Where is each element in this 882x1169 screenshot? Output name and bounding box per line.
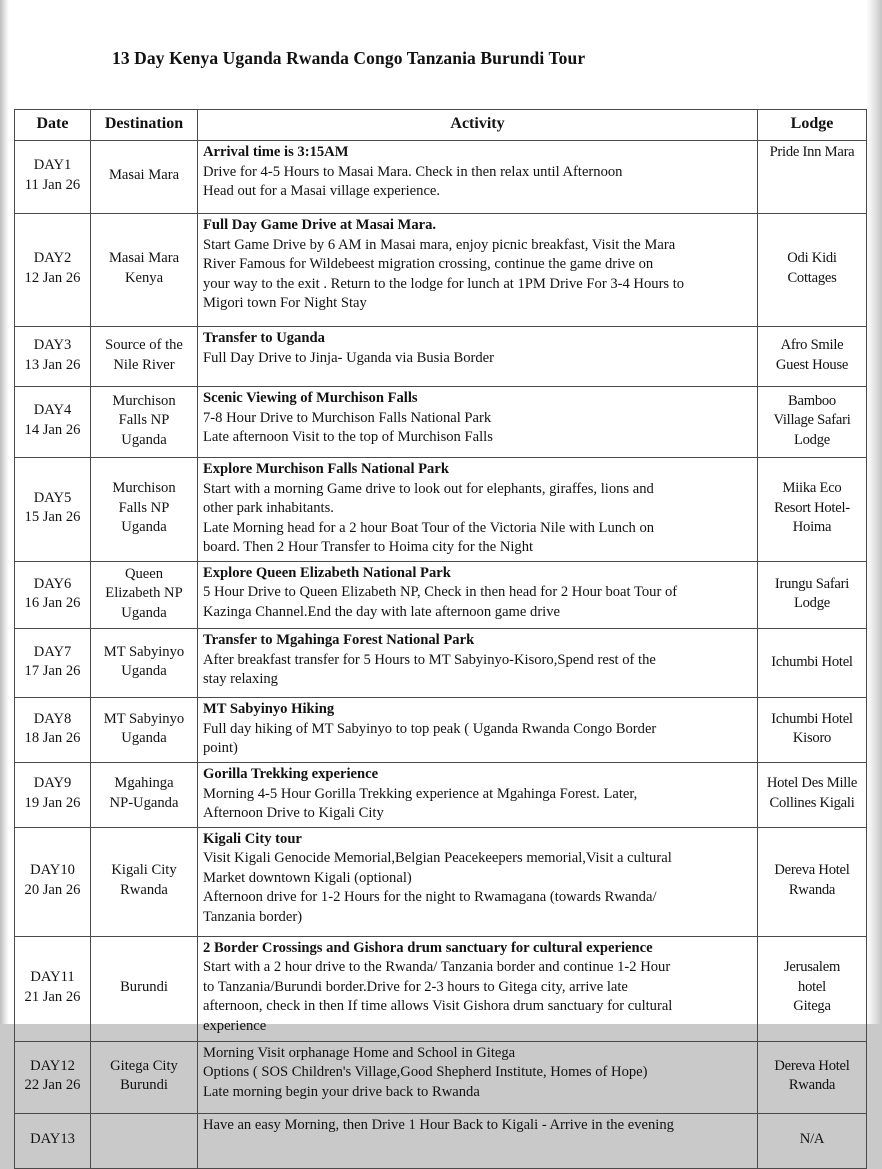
cell-date <box>15 1041 91 1113</box>
page-right-edge-shadow <box>866 0 882 1024</box>
destination-line: Uganda <box>121 604 167 621</box>
activity-heading: Transfer to Mgahinga Forest National Park <box>203 632 475 649</box>
activity-heading: Explore Murchison Falls National Park <box>203 461 449 477</box>
lodge-line: Village Safari <box>773 412 851 429</box>
activity-line: 5 Hour Drive to Queen Elizabeth NP, Check in then head for 2 Hour boat Tour of <box>203 584 678 601</box>
lodge-line: Odi Kidi <box>787 250 837 267</box>
cell-activity <box>198 936 758 1041</box>
destination-line: Falls NP <box>118 499 170 516</box>
activity-line: afternoon, check in then If time allows Visit Gishora drum sanctuary for cultural <box>203 998 673 1015</box>
activity-heading: Transfer to Uganda <box>203 330 325 346</box>
lodge-line: Dereva Hotel <box>774 1057 850 1074</box>
cell-date <box>15 827 91 936</box>
cell-destination <box>91 327 198 387</box>
activity-line: Start Game Drive by 6 AM in Masai mara, enjoy picnic breakfast, Visit the Mara <box>203 236 676 253</box>
lodge-line: Gitega <box>793 998 831 1015</box>
activity-line: board. Then 2 Hour Transfer to Hoima city for the Night <box>203 539 534 556</box>
activity-line: 7-8 Hour Drive to Murchison Falls National Park <box>203 409 492 426</box>
activity-line: other park inhabitants. <box>203 500 334 517</box>
lodge-line: Resort Hotel- <box>774 499 850 516</box>
cell-activity <box>198 458 758 562</box>
activity-line: River Famous for Wildebeest migration crossing, continue the game drive on <box>203 256 654 273</box>
activity-line: Late afternoon Visit to the top of Murchison Falls <box>203 429 493 446</box>
destination-line: Masai Mara <box>108 250 180 267</box>
activity-heading: Arrival time is 3:15AM <box>203 144 349 160</box>
destination-line: Queen <box>124 565 164 582</box>
lodge-line: Kisoro <box>792 730 832 747</box>
day-number: DAY2 <box>33 250 72 267</box>
destination-line: Gitega City <box>110 1057 178 1074</box>
activity-heading: Scenic Viewing of Murchison Falls <box>203 390 418 406</box>
day-number: DAY4 <box>33 402 72 419</box>
activity-line: Drive for 4-5 Hours to Masai Mara. Check in then relax until Afternoon <box>203 163 623 180</box>
table-row <box>15 936 867 1041</box>
destination-line: Murchison <box>112 480 176 497</box>
activity-line: Start with a morning Game drive to look out for elephants, giraffes, lions and <box>203 480 654 497</box>
activity-line: Market downtown Kigali (optional) <box>203 869 412 886</box>
day-number: DAY13 <box>30 1130 75 1147</box>
activity-heading: Gorilla Trekking experience <box>203 766 379 783</box>
lodge-line: hotel <box>798 978 826 995</box>
activity-line: Full day hiking of MT Sabyinyo to top peak ( Uganda Rwanda Congo Border <box>203 720 657 737</box>
document-page <box>9 0 866 1147</box>
column-header-date: Date <box>15 110 91 141</box>
cell-activity <box>198 141 758 214</box>
itinerary-table <box>14 109 867 1169</box>
lodge-line: N/A <box>799 1130 825 1147</box>
activity-line: Tanzania border) <box>203 908 303 925</box>
activity-line: Head out for a Masai village experience. <box>203 183 441 200</box>
day-date: 11 Jan 26 <box>24 177 81 193</box>
activity-line: Have an easy Morning, then Drive 1 Hour Back to Kigali - Arrive in the evening <box>203 1116 674 1133</box>
cell-lodge <box>758 1113 867 1168</box>
activity-line: Visit Kigali Genocide Memorial,Belgian Peacekeepers memorial,Visit a cultural <box>203 850 672 867</box>
activity-heading: Kigali City tour <box>203 830 302 847</box>
day-number: DAY8 <box>33 710 72 727</box>
table-row <box>15 561 867 629</box>
page-left-edge-shadow <box>0 0 9 1024</box>
activity-line: Afternoon drive for 1-2 Hours for the night to Rwamagana (towards Rwanda/ <box>203 889 657 906</box>
lodge-line: Dereva Hotel <box>774 862 850 879</box>
activity-line: Options ( SOS Children's Village,Good Shepherd Institute, Homes of Hope) <box>203 1064 648 1081</box>
day-date: 12 Jan 26 <box>24 270 81 286</box>
day-date: 22 Jan 26 <box>24 1077 81 1094</box>
cell-activity <box>198 387 758 458</box>
destination-line: MT Sabyinyo <box>103 643 185 660</box>
destination-line: Nile River <box>113 356 175 373</box>
activity-line: Morning 4-5 Hour Gorilla Trekking experience at Mgahinga Forest. Later, <box>203 785 638 802</box>
day-number: DAY6 <box>33 575 72 592</box>
table-row <box>15 458 867 562</box>
cell-destination <box>91 387 198 458</box>
day-number: DAY11 <box>30 969 75 986</box>
lodge-line: Lodge <box>793 595 831 612</box>
table-row <box>15 629 867 698</box>
lodge-line: Jerusalem <box>783 959 841 976</box>
destination-line: Rwanda <box>120 881 168 898</box>
lodge-line: Irungu Safari <box>774 575 850 592</box>
cell-destination <box>91 1041 198 1113</box>
lodge-line: Miika Eco <box>782 480 842 497</box>
cell-destination <box>91 763 198 828</box>
table-row <box>15 1041 867 1113</box>
cell-activity <box>198 698 758 763</box>
destination-line: Masai Mara <box>108 167 180 184</box>
day-number: DAY5 <box>33 489 72 506</box>
page-title: 13 Day Kenya Uganda Rwanda Congo Tanzania Burundi Tour <box>112 48 586 68</box>
cell-activity <box>198 1041 758 1113</box>
lodge-line: Pride Inn Mara <box>769 144 855 160</box>
cell-lodge <box>758 141 867 214</box>
destination-line: Murchison <box>112 392 176 409</box>
cell-destination <box>91 1113 198 1168</box>
cell-date <box>15 763 91 828</box>
activity-line: After breakfast transfer for 5 Hours to MT Sabyinyo-Kisoro,Spend rest of the <box>203 651 656 668</box>
destination-line: Uganda <box>121 431 167 448</box>
activity-line: experience <box>203 1017 267 1034</box>
cell-activity <box>198 827 758 936</box>
day-date: 19 Jan 26 <box>24 794 81 811</box>
cell-activity <box>198 561 758 629</box>
activity-line: to Tanzania/Burundi border.Drive for 2-3 hours to Gitega city, arrive late <box>203 978 628 995</box>
activity-heading: Full Day Game Drive at Masai Mara. <box>203 217 437 233</box>
table-row <box>15 763 867 828</box>
lodge-line: Collines Kigali <box>769 794 855 811</box>
lodge-line: Ichumbi Hotel <box>771 710 853 727</box>
column-header-destination: Destination <box>91 110 198 141</box>
cell-activity <box>198 629 758 698</box>
table-row <box>15 141 867 214</box>
day-number: DAY1 <box>33 157 72 174</box>
day-date: 13 Jan 26 <box>24 356 81 373</box>
lodge-line: Rwanda <box>788 1077 836 1094</box>
activity-line: Kazinga Channel.End the day with late afternoon game drive <box>203 603 561 620</box>
destination-line: Burundi <box>120 978 168 995</box>
table-row <box>15 327 867 387</box>
destination-line: Uganda <box>121 519 167 536</box>
lodge-line: Bamboo <box>788 392 836 409</box>
table-row <box>15 387 867 458</box>
day-date: 14 Jan 26 <box>24 422 81 438</box>
cell-lodge <box>758 458 867 562</box>
destination-line: Uganda <box>121 730 167 747</box>
activity-line: Full Day Drive to Jinja- Uganda via Busia Border <box>203 349 495 366</box>
day-date: 16 Jan 26 <box>24 595 81 612</box>
cell-date <box>15 629 91 698</box>
cell-destination <box>91 141 198 214</box>
activity-line: Late morning begin your drive back to Rwanda <box>203 1083 480 1100</box>
cell-lodge <box>758 629 867 698</box>
table-row <box>15 214 867 327</box>
day-date: 15 Jan 26 <box>24 509 81 526</box>
cell-date <box>15 936 91 1041</box>
cell-destination <box>91 561 198 629</box>
destination-line: Uganda <box>121 663 167 680</box>
day-number: DAY3 <box>33 336 72 353</box>
destination-line: Mgahinga <box>114 775 174 792</box>
cell-activity <box>198 327 758 387</box>
lodge-line: Hotel Des Mille <box>766 775 858 792</box>
cell-date <box>15 214 91 327</box>
lodge-line: Rwanda <box>788 881 836 898</box>
cell-date <box>15 561 91 629</box>
table-body <box>15 141 867 1169</box>
cell-destination <box>91 458 198 562</box>
table-row <box>15 827 867 936</box>
activity-line: Migori town For Night Stay <box>203 295 367 312</box>
cell-date <box>15 458 91 562</box>
activity-heading: 2 Border Crossings and Gishora drum sanctuary for cultural experience <box>203 939 653 956</box>
column-header-lodge: Lodge <box>758 110 867 141</box>
cell-destination <box>91 698 198 763</box>
destination-line: Source of the <box>105 336 183 353</box>
cell-activity <box>198 1113 758 1168</box>
day-date: 18 Jan 26 <box>24 730 81 747</box>
table-header <box>15 110 867 141</box>
cell-lodge <box>758 387 867 458</box>
cell-lodge <box>758 1041 867 1113</box>
cell-lodge <box>758 936 867 1041</box>
cell-date <box>15 327 91 387</box>
table-row <box>15 1113 867 1168</box>
cell-lodge <box>758 214 867 327</box>
column-header-activity: Activity <box>198 110 758 141</box>
cell-lodge <box>758 827 867 936</box>
lodge-line: Afro Smile <box>780 336 844 353</box>
table-row <box>15 698 867 763</box>
activity-line: point) <box>203 740 238 757</box>
activity-line: your way to the exit . Return to the lodge for lunch at 1PM Drive For 3-4 Hours to <box>203 275 685 292</box>
cell-date <box>15 698 91 763</box>
activity-line: Morning Visit orphanage Home and School in Gitega <box>203 1044 516 1061</box>
destination-line: Kenya <box>124 270 164 286</box>
activity-line: stay relaxing <box>203 671 278 688</box>
day-date: 20 Jan 26 <box>24 881 81 898</box>
day-number: DAY10 <box>30 862 75 879</box>
activity-heading: Explore Queen Elizabeth National Park <box>203 564 451 581</box>
destination-line: Falls NP <box>118 412 170 429</box>
cell-lodge <box>758 698 867 763</box>
activity-line: Start with a 2 hour drive to the Rwanda/ Tanzania border and continue 1-2 Hour <box>203 959 671 976</box>
day-number: DAY7 <box>33 643 72 660</box>
lodge-line: Cottages <box>787 270 837 286</box>
cell-destination <box>91 629 198 698</box>
cell-activity <box>198 214 758 327</box>
cell-date <box>15 1113 91 1168</box>
lodge-line: Lodge <box>793 431 831 448</box>
cell-date <box>15 141 91 214</box>
lodge-line: Hoima <box>792 519 832 536</box>
day-date: 21 Jan 26 <box>24 988 81 1005</box>
cell-lodge <box>758 561 867 629</box>
destination-line: NP-Uganda <box>109 794 179 811</box>
cell-activity <box>198 763 758 828</box>
destination-line: Elizabeth NP <box>105 585 183 602</box>
destination-line: Kigali City <box>111 862 177 879</box>
activity-line: Afternoon Drive to Kigali City <box>203 805 384 822</box>
destination-line: Burundi <box>120 1077 168 1094</box>
cell-lodge <box>758 763 867 828</box>
cell-date <box>15 387 91 458</box>
cell-destination <box>91 936 198 1041</box>
lodge-line: Guest House <box>775 356 849 373</box>
cell-lodge <box>758 327 867 387</box>
cell-destination <box>91 214 198 327</box>
lodge-line: Ichumbi Hotel <box>771 653 853 670</box>
activity-heading: MT Sabyinyo Hiking <box>203 701 335 718</box>
table-header-row <box>15 110 867 141</box>
activity-line: Late Morning head for a 2 hour Boat Tour of the Victoria Nile with Lunch on <box>203 519 655 536</box>
day-number: DAY9 <box>33 775 72 792</box>
day-date: 17 Jan 26 <box>24 663 81 680</box>
cell-destination <box>91 827 198 936</box>
destination-line: MT Sabyinyo <box>103 710 185 727</box>
day-number: DAY12 <box>30 1057 75 1074</box>
